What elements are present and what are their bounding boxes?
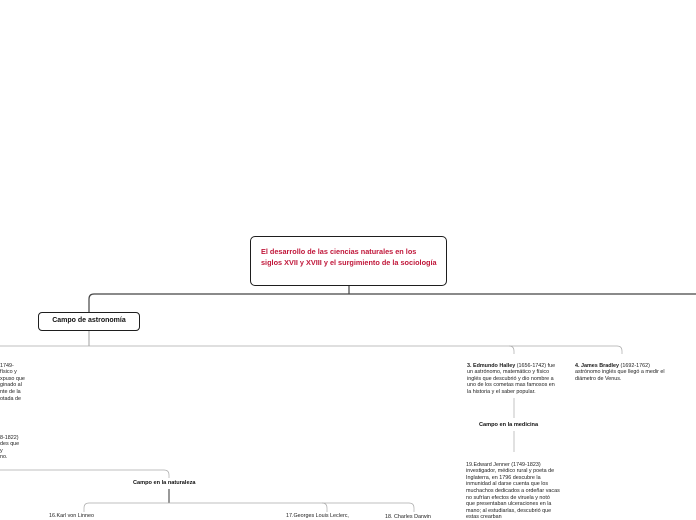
topic-darwin-text: 18. Charles Darwin <box>385 514 431 520</box>
topic-campo-naturaleza[interactable] <box>133 480 195 486</box>
connector-to-naturaleza <box>0 470 169 478</box>
topic-clipped-2[interactable] <box>0 428 30 461</box>
connector-to-halley <box>509 346 514 354</box>
topic-clipped-2-text: 8-1822) des que y no. <box>0 434 20 461</box>
topic-halley[interactable] <box>467 356 560 396</box>
root-topic-title: El desarrollo de las ciencias naturales en los siglos XVII y XVIII y el surgimiento de la sociología <box>261 247 437 267</box>
topic-campo-medicina[interactable] <box>479 422 538 428</box>
topic-bradley-text: (1692-1762) astrónomo inglés que llegó a medir el diámetro de Venus. <box>575 362 665 382</box>
topic-jenner-text: 19.Edward Jenner (1749-1823) investigador, médico rural y poeta de Inglaterra, en 1796 descubre la inmunidad al darse cuenta que los muchachos dedicados a ordeñar vacas no sufrían efectos de viruela y notó que presentaban ulceraciones en la mano; al estudiarlas, descubrió que estas crearban <box>466 461 560 520</box>
connector-to-bradley <box>617 346 622 354</box>
topic-darwin[interactable] <box>385 514 465 520</box>
topic-campo-medicina-label: Campo en la medicina <box>479 422 539 428</box>
topic-campo-astronomia[interactable] <box>38 312 140 331</box>
connector-to-darwin <box>409 503 414 512</box>
topic-linneo-text: 16.Karl von Linneo <box>49 513 94 519</box>
topic-bradley[interactable] <box>575 356 670 382</box>
topic-leclerc-text: 17.Georges Louis Leclerc, <box>286 513 349 519</box>
topic-leclerc[interactable] <box>286 513 376 520</box>
connector-to-leclerc <box>322 503 327 512</box>
topic-bradley-name: 4. James Bradley <box>575 362 620 369</box>
connector-to-linneo <box>84 503 89 512</box>
topic-halley-text: (1656-1742) fue un astrónomo, matemático y físico inglés que descubrió y dio nombre a uno de los cometas mas famosos en la historia y el saber popular. <box>467 362 556 395</box>
topic-linneo[interactable] <box>49 513 129 520</box>
connector-bus-astronomia <box>89 294 94 312</box>
topic-clipped-1-text: 1749- físico y xpuso que ginado al nte de la otada de <box>0 362 25 402</box>
topic-campo-astronomia-label: Campo de astronomía <box>52 317 126 324</box>
topic-jenner[interactable] <box>466 455 560 520</box>
topic-clipped-1[interactable] <box>0 356 36 402</box>
topic-halley-name: 3. Edmundo Halley <box>467 362 516 369</box>
root-topic[interactable] <box>250 236 447 286</box>
topic-campo-naturaleza-label: Campo en la naturaleza <box>133 480 196 486</box>
